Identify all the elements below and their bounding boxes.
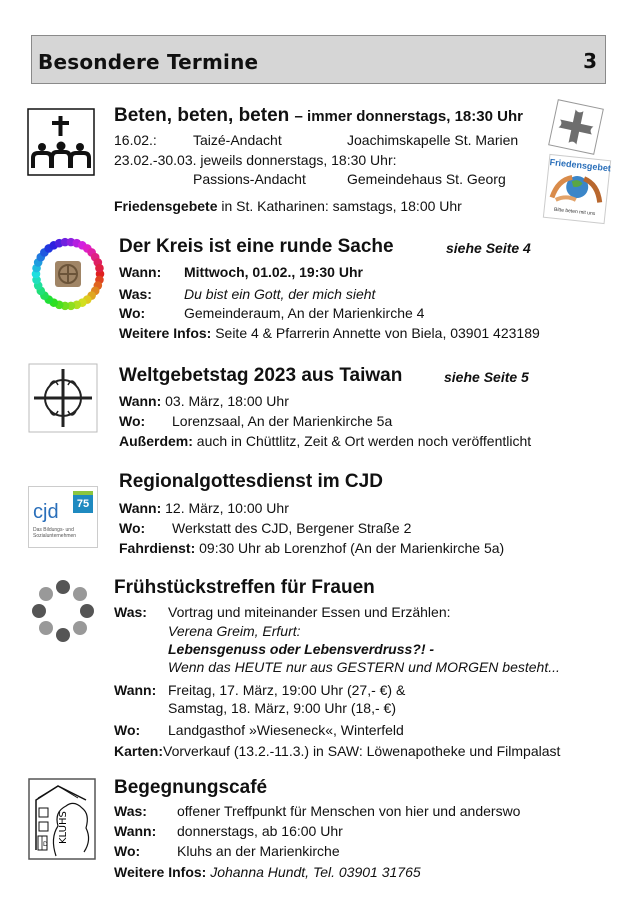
rainbow-bead-circle-icon: [29, 235, 107, 313]
kreis-was-label: Was:: [119, 286, 152, 302]
fr-wo-label: Wo:: [114, 722, 141, 738]
wgt-aus-label: Außerdem:: [119, 433, 193, 449]
wgt-wo: Lorenzsaal, An der Marienkirche 5a: [172, 413, 393, 429]
wgt-aus: auch in Chüttlitz, Zeit & Ort werden noch veröffentlicht: [196, 433, 532, 449]
wgt-wo-label: Wo:: [119, 413, 146, 429]
cjd-wo: Werkstatt des CJD, Bergener Straße 2: [172, 520, 412, 536]
wgt-wann: 03. März, 18:00 Uhr: [165, 393, 289, 409]
hands-globe-icon: [546, 167, 609, 207]
fr-was-line2: Verena Greim, Erfurt:: [168, 623, 301, 639]
fr-karten-label: Karten:: [114, 743, 164, 759]
wgt-wann-line: [119, 393, 289, 409]
cjd-wann-line: [119, 500, 289, 516]
beten-row2-event: Passions-Andacht: [193, 171, 306, 187]
peace-prayer-line: [114, 198, 462, 214]
section-beten-title: Beten, beten, beten: [114, 105, 290, 126]
kluhs-logo-text: KLUHS: [58, 811, 69, 844]
badge-title: Friedensgebet: [549, 157, 612, 174]
section-beten-subtitle: – immer donnerstags, 18:30 Uhr: [294, 108, 523, 125]
cross-tile-icon: [545, 96, 607, 158]
cafe-wann-label: Wann:: [114, 823, 157, 839]
prayer-people-icon: [27, 108, 95, 176]
fr-was-line4: Wenn das HEUTE nur aus GESTERN und MORGEN besteht...: [168, 659, 560, 675]
fr-was-line3: Lebensgenuss oder Lebensverdruss?! -: [168, 641, 435, 657]
cafe-infos-label: Weitere Infos:: [114, 864, 207, 880]
wgt-cross-icon: [28, 363, 98, 433]
kreis-was: Du bist ein Gott, der mich sieht: [184, 286, 376, 302]
badge-caption: Bitte beten mit uns: [553, 206, 596, 218]
cafe-was: offener Treffpunkt für Menschen von hier und anderswo: [177, 803, 521, 819]
kluhs-door-letter: D: [43, 841, 48, 848]
cjd-fahr-label: Fahrdienst:: [119, 540, 196, 556]
cjd-logo-years: 75: [73, 491, 93, 513]
cafe-infos: Johanna Hundt, Tel. 03901 31765: [210, 864, 421, 880]
section-wgt-title: Weltgebetstag 2023 aus Taiwan: [119, 365, 403, 386]
fr-was-label: Was:: [114, 604, 147, 620]
cjd-fahr-line: [119, 540, 504, 556]
peace-prayer-text: in St. Katharinen: samstags, 18:00 Uhr: [217, 198, 462, 214]
friedensgebet-badge: [543, 154, 611, 224]
section-fruehstueck-title: Frühstückstreffen für Frauen: [114, 577, 375, 598]
cjd-logo-caption1: Das Bildungs- und: [33, 527, 74, 533]
page-title: Besondere Termine: [38, 50, 259, 74]
kluhs-house-icon: [28, 778, 96, 860]
cjd-logo-caption2: Sozialunternehmen: [33, 533, 77, 539]
cjd-wann: 12. März, 10:00 Uhr: [165, 500, 289, 516]
bead: [95, 264, 104, 273]
beten-row2-dates: 23.02.-30.03. jeweils donnerstags, 18:30 Uhr:: [114, 152, 397, 168]
page-header: [31, 35, 606, 84]
cjd-logo-text: cjd: [33, 501, 59, 523]
section-cjd-title: Regionalgottesdienst im CJD: [119, 471, 383, 492]
cafe-wo: Kluhs an der Marienkirche: [177, 843, 340, 859]
beten-row2-place: Gemeindehaus St. Georg: [347, 171, 506, 187]
cjd-wann-label: Wann:: [119, 500, 162, 516]
beten-row1-event: Taizé-Andacht: [193, 132, 282, 148]
kreis-wo: Gemeinderaum, An der Marienkirche 4: [184, 305, 425, 321]
cjd-logo: [28, 486, 98, 548]
fr-wann-line1: Freitag, 17. März, 19:00 Uhr (27,- €) &: [168, 682, 406, 698]
beten-row1-date: 16.02.:: [114, 132, 157, 148]
peace-prayer-label: Friedensgebete: [114, 198, 218, 214]
circle-of-dots-icon: [30, 578, 96, 644]
fr-karten: Vorverkauf (13.2.-11.3.) in SAW: Löwenapotheke und Filmpalast: [163, 743, 561, 759]
cafe-wo-label: Wo:: [114, 843, 141, 859]
kreis-infos-line: [119, 325, 540, 341]
section-kreis-title: Der Kreis ist eine runde Sache: [119, 236, 394, 257]
fr-wann-line2: Samstag, 18. März, 9:00 Uhr (18,- €): [168, 700, 396, 716]
section-beten-heading: [114, 105, 523, 127]
cafe-infos-line: [114, 864, 421, 880]
kreis-wann: Mittwoch, 01.02., 19:30 Uhr: [184, 264, 363, 280]
cjd-wo-label: Wo:: [119, 520, 146, 536]
fr-was-line1: Vortrag und miteinander Essen und Erzählen:: [168, 604, 451, 620]
kreis-wo-label: Wo:: [119, 305, 146, 321]
section-wgt-ref: siehe Seite 5: [444, 369, 529, 385]
kreis-infos-label: Weitere Infos:: [119, 325, 212, 341]
fr-karten-line: [114, 743, 560, 759]
kreis-wann-label: Wann:: [119, 264, 162, 280]
fr-wann-label: Wann:: [114, 682, 157, 698]
cjd-fahr: 09:30 Uhr ab Lorenzhof (An der Marienkirche 5a): [199, 540, 505, 556]
kreis-infos: Seite 4 & Pfarrerin Annette von Biela, 03901 423189: [211, 325, 540, 341]
section-cafe-title: Begegnungscafé: [114, 777, 268, 798]
wgt-wann-label: Wann:: [119, 393, 162, 409]
cafe-wann: donnerstags, ab 16:00 Uhr: [177, 823, 343, 839]
beten-row1-place: Joachimskapelle St. Marien: [347, 132, 519, 148]
wgt-aus-line: [119, 433, 531, 449]
section-kreis-ref: siehe Seite 4: [446, 240, 531, 256]
page-number: 3: [583, 49, 597, 73]
cafe-was-label: Was:: [114, 803, 147, 819]
fr-wo: Landgasthof »Wieseneck«, Winterfeld: [168, 722, 404, 738]
